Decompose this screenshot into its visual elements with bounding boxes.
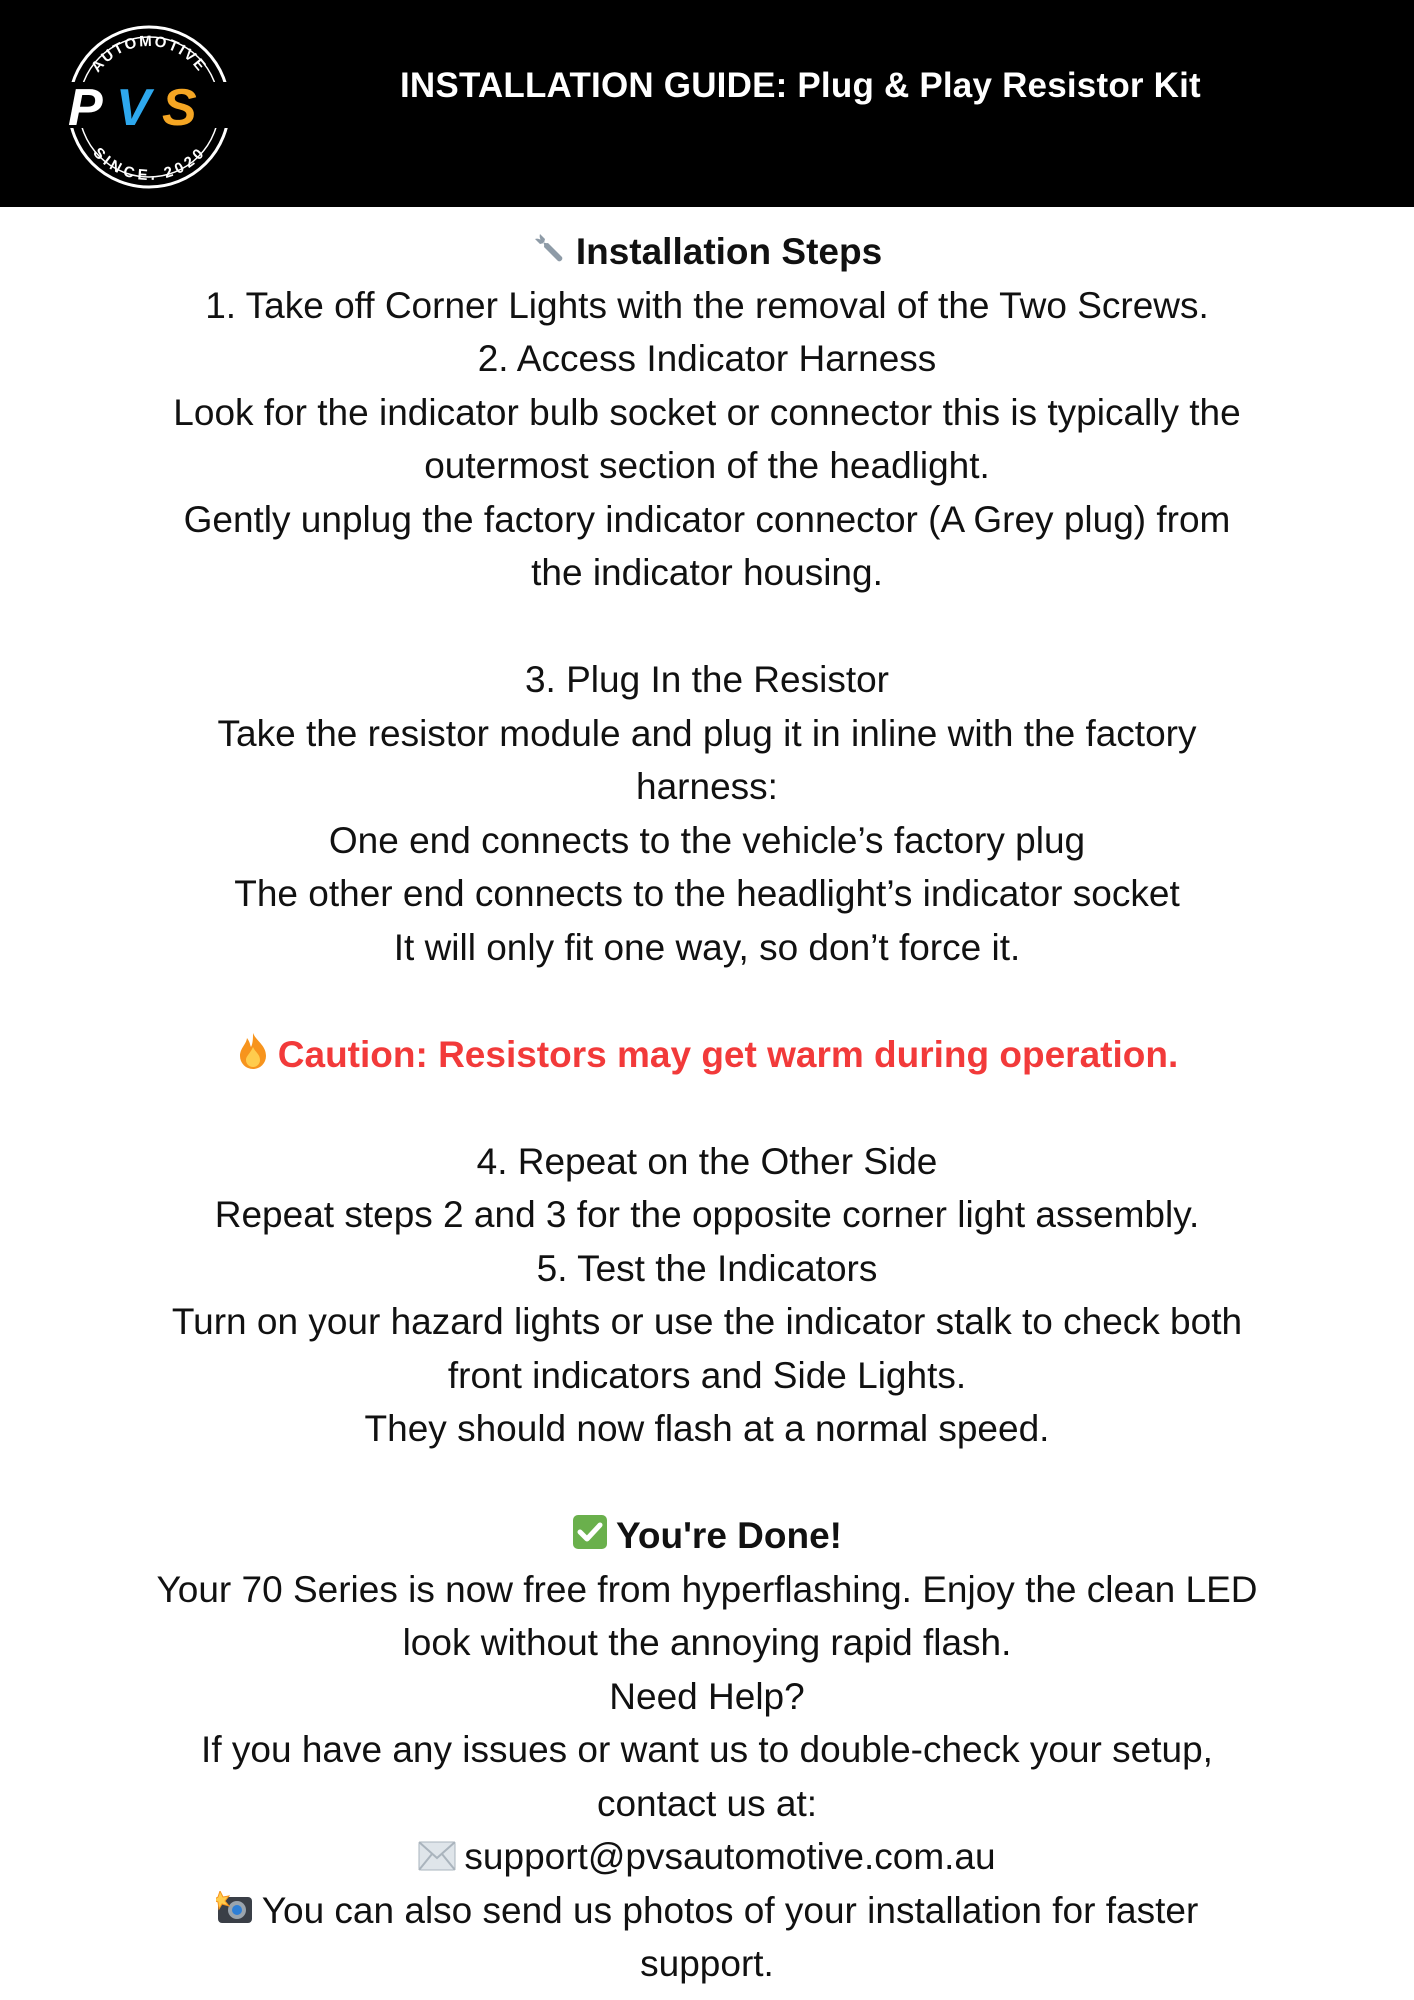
step-3-text: It will only fit one way, so don’t force it.: [393, 926, 1021, 968]
photo-note: You can also send us photos of your installation for faster: [0, 1884, 1414, 1938]
help-text: If you have any issues or want us to double-check your setup,: [201, 1729, 1213, 1770]
camera-flash-icon: [216, 1886, 254, 1940]
fire-icon: [236, 1030, 270, 1084]
step-2-text: Gently unplug the factory indicator connector (A Grey plug) from: [183, 498, 1231, 540]
page-title: INSTALLATION GUIDE: Plug & Play Resistor Kit: [400, 66, 1201, 105]
check-icon: [572, 1511, 608, 1565]
step-1: 1. Take off Corner Lights with the removal of the Two Screws.: [205, 284, 1209, 326]
pvs-logo: [58, 22, 240, 192]
step-2-text: outermost section of the headlight.: [424, 445, 990, 486]
guide-body: [0, 225, 1414, 1991]
wrench-icon: [532, 227, 568, 281]
step-3-text: One end connects to the vehicle’s factory plug: [328, 819, 1086, 861]
svg-text:S: S: [162, 79, 197, 137]
step-5-text: front indicators and Side Lights.: [447, 1354, 967, 1396]
photo-note: support.: [640, 1943, 774, 1984]
svg-text:V: V: [116, 79, 151, 137]
support-email[interactable]: support@pvsautomotive.com.au: [0, 1830, 1414, 1884]
envelope-icon: [418, 1832, 456, 1886]
step-2-heading: 2. Access Indicator Harness: [477, 338, 937, 379]
header-banner: [0, 0, 1414, 207]
step-5-text: Turn on your hazard lights or use the indicator stalk to check both: [171, 1301, 1243, 1342]
step-3-heading: 3. Plug In the Resistor: [524, 659, 890, 700]
step-3-text: The other end connects to the headlight’s indicator socket: [234, 873, 1180, 914]
step-5-heading: 5. Test the Indicators: [536, 1247, 878, 1289]
help-text: contact us at:: [596, 1782, 818, 1824]
done-text: Your 70 Series is now free from hyperflashing. Enjoy the clean LED: [156, 1568, 1258, 1610]
step-4-heading: 4. Repeat on the Other Side: [476, 1140, 938, 1182]
done-heading: You're Done!: [0, 1509, 1414, 1563]
help-heading: Need Help?: [609, 1675, 805, 1717]
step-2-text: the indicator housing.: [531, 552, 883, 593]
svg-text:P: P: [68, 79, 103, 137]
steps-heading: Installation Steps: [0, 225, 1414, 279]
svg-text:AUTOMOTIVE: AUTOMOTIVE: [87, 32, 211, 76]
step-5-text: They should now flash at a normal speed.: [364, 1408, 1050, 1449]
svg-text:SINCE. 2020: SINCE. 2020: [89, 144, 209, 185]
caution-note: Caution: Resistors may get warm during operation.: [0, 1028, 1414, 1082]
step-3-text: Take the resistor module and plug it in inline with the factory: [217, 712, 1197, 754]
done-text: look without the annoying rapid flash.: [402, 1622, 1012, 1663]
step-3-text: harness:: [636, 766, 778, 807]
step-2-text: Look for the indicator bulb socket or connector this is typically the: [173, 391, 1241, 433]
step-4-text: Repeat steps 2 and 3 for the opposite corner light assembly.: [214, 1194, 1200, 1235]
